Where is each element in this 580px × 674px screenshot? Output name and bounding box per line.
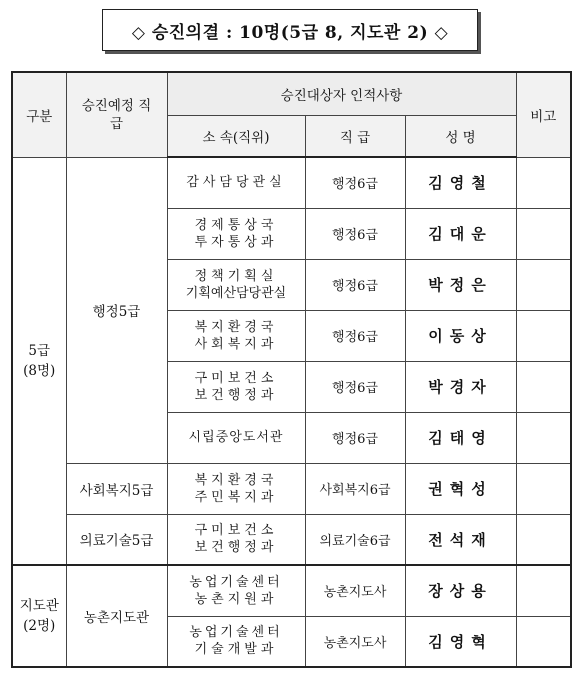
department-cell: 정책기획실 기획예산담당관실	[167, 259, 305, 310]
note-cell	[516, 463, 571, 514]
name-cell: 이동상	[405, 310, 516, 361]
table-row	[12, 565, 571, 616]
note-cell	[516, 616, 571, 667]
department-cell: 경제통상국 투자통상과	[167, 208, 305, 259]
table-row	[12, 157, 571, 208]
header-rank: 직 급	[305, 116, 405, 158]
rank-cell: 사회복지6급	[305, 463, 405, 514]
name-cell: 박정은	[405, 259, 516, 310]
note-cell	[516, 412, 571, 463]
table-row	[12, 463, 571, 514]
note-cell	[516, 514, 571, 565]
name-cell: 전석재	[405, 514, 516, 565]
rank-cell: 농촌지도사	[305, 565, 405, 616]
note-cell	[516, 565, 571, 616]
header-note: 비고	[516, 72, 571, 157]
name-cell: 장상용	[405, 565, 516, 616]
department-cell: 농업기술센터 농촌지원과	[167, 565, 305, 616]
department-cell: 구미보건소 보건행정과	[167, 361, 305, 412]
name-cell: 김대운	[405, 208, 516, 259]
name-cell: 김태영	[405, 412, 516, 463]
header-name: 성 명	[405, 116, 516, 158]
name-cell: 김영철	[405, 157, 516, 208]
planned-rank-cell: 행정5급	[66, 157, 167, 463]
page-title: ◇ 승진의결 : 10명(5급 8, 지도관 2) ◇	[102, 9, 478, 51]
planned-rank-cell: 사회복지5급	[66, 463, 167, 514]
name-cell: 권혁성	[405, 463, 516, 514]
planned-rank-cell: 의료기술5급	[66, 514, 167, 565]
table-row	[12, 514, 571, 565]
note-cell	[516, 208, 571, 259]
department-cell: 농업기술센터 기술개발과	[167, 616, 305, 667]
department-cell: 감사담당관실	[167, 157, 305, 208]
name-cell: 김영혁	[405, 616, 516, 667]
rank-cell: 행정6급	[305, 157, 405, 208]
department-cell: 시립중앙도서관	[167, 412, 305, 463]
note-cell	[516, 361, 571, 412]
note-cell	[516, 310, 571, 361]
rank-cell: 행정6급	[305, 412, 405, 463]
department-cell: 복지환경국 사회복지과	[167, 310, 305, 361]
department-cell: 구미보건소 보건행정과	[167, 514, 305, 565]
header-planned-rank: 승진예정 직 급	[66, 72, 167, 157]
planned-rank-cell: 농촌지도관	[66, 565, 167, 667]
header-candidate-info: 승진대상자 인적사항	[167, 72, 516, 116]
group-cell: 지도관 (2명)	[12, 565, 66, 667]
name-cell: 박경자	[405, 361, 516, 412]
note-cell	[516, 259, 571, 310]
header-department: 소 속(직위)	[167, 116, 305, 158]
rank-cell: 의료기술6급	[305, 514, 405, 565]
group-cell: 5급 (8명)	[12, 157, 66, 565]
rank-cell: 행정6급	[305, 361, 405, 412]
rank-cell: 행정6급	[305, 310, 405, 361]
promotion-table	[11, 71, 572, 668]
rank-cell: 행정6급	[305, 259, 405, 310]
rank-cell: 농촌지도사	[305, 616, 405, 667]
note-cell	[516, 157, 571, 208]
rank-cell: 행정6급	[305, 208, 405, 259]
department-cell: 복지환경국 주민복지과	[167, 463, 305, 514]
header-category: 구분	[12, 72, 66, 157]
